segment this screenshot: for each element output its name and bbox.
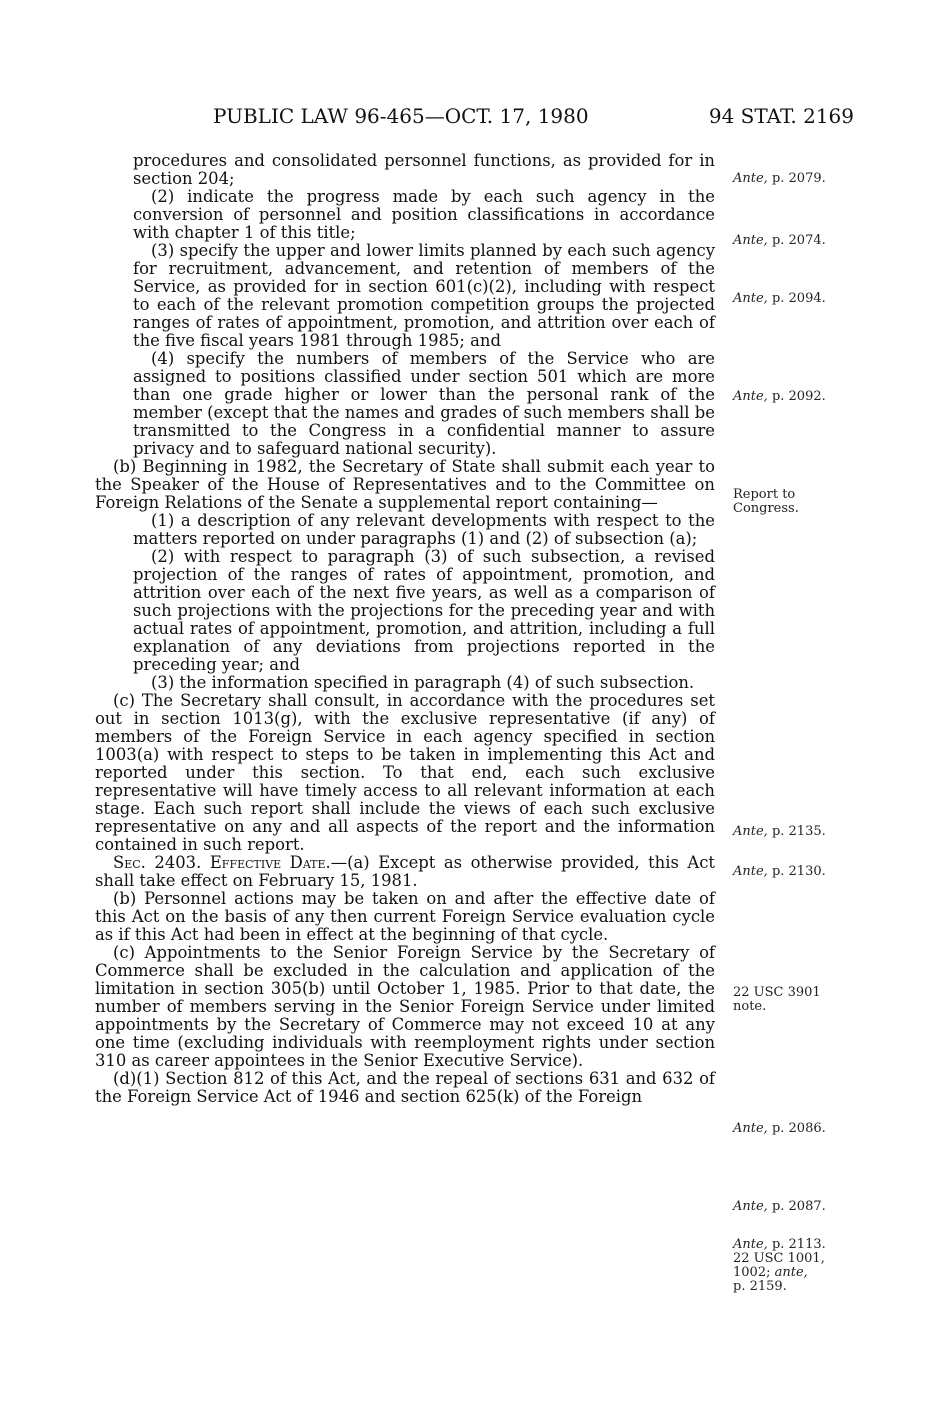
section-text: —(a) Except as otherwise provided, this Act shall take effect on February 15, 1981. [95,853,716,890]
section-heading-paragraph [95,854,715,890]
paragraph: (2) indicate the progress made by each such agency in the conversion of personnel and position classifications in accordance with chapter 1 of this title; [133,187,715,242]
paragraph: (1) a description of any relevant developments with respect to the matters reported on under paragraphs (1) and (2) of subsection (a); [133,511,715,548]
paragraph: (3) specify the upper and lower limits planned by each such agency for recruitment, advancement, and retention of members of the Service, as provided for in section 601(c)(2), including with respect to each of the relevant promotion competition groups the projected ranges of rates of appointment, promotion, and attrition over each of the five fiscal years 1981 through 1985; and [133,241,715,350]
section-number: Sec. 2403. [113,853,202,872]
paragraph: (2) with respect to paragraph (3) of such subsection, a revised projection of the ranges of rates of appointment, promotion, and attrition over each of the next five years, as well as a comparison of such projections with the projections for the preceding year and with actual rates of appointment, promotion, and attrition, including a full explanation of any deviations from projections reported in the preceding year; and [133,547,715,674]
margin-note: Ante, p. 2092. [733,389,826,404]
statute-page-number: 94 STAT. 2169 [708,104,854,128]
running-head-title: PUBLIC LAW 96-465—OCT. 17, 1980 [213,104,589,128]
margin-note: Ante, p. 2079. [733,171,826,186]
page-header [0,104,944,134]
paragraph: (4) specify the numbers of members of the Service who are assigned to positions classified under section 501 which are more than one grade higher or lower than the personal rank of the member (except that the names and grades of such members shall be transmitted to the Congress in a confidential manner to assure privacy and to safeguard national security). [133,349,715,458]
paragraph: (c) Appointments to the Senior Foreign Service by the Secretary of Commerce shall be excluded in the calculation and application of the limitation in section 305(b) until October 1, 1985. Prior to that date, the number of members serving in the Senior Foreign Service under limited appointments by the Secretary of Commerce may not exceed 10 at any one time (excluding individuals with reemployment rights under section 310 as career appointees in the Senior Executive Service). [95,943,715,1070]
paragraph: (3) the information specified in paragraph (4) of such subsection. [151,673,695,692]
margin-note: Ante, p. 2113. 22 USC 1001, 1002; ante, p. 2159. [733,1237,826,1294]
section-title: Effective Date. [209,853,331,872]
paragraph: (b) Personnel actions may be taken on and after the effective date of this Act on the basis of any then current Foreign Service evaluation cycle as if this Act had been in effect at the beginning of that cycle. [95,889,715,944]
margin-note: Report to Congress. [733,487,799,516]
margin-note: Ante, p. 2086. [733,1121,826,1136]
paragraph: (d)(1) Section 812 of this Act, and the repeal of sections 631 and 632 of the Foreign Service Act of 1946 and section 625(k) of the Foreign [95,1069,715,1106]
margin-note: Ante, p. 2074. [733,233,826,248]
body-text [95,152,715,1106]
paragraph: (c) The Secretary shall consult, in accordance with the procedures set out in section 1013(g), with the exclusive representative (if any) of members of the Foreign Service in each agency specified in section 1003(a) with respect to steps to be taken in implementing this Act and reported under this section. To that end, each such exclusive representative will have timely access to all relevant information at each stage. Each such report shall include the views of each such exclusive representative on any and all aspects of the report and the information contained in such report. [95,691,715,854]
margin-note: Ante, p. 2135. [733,824,826,839]
paragraph: procedures and consolidated personnel functions, as provided for in section 204; [133,151,715,188]
margin-note: Ante, p. 2094. [733,291,826,306]
margin-note: Ante, p. 2087. [733,1199,826,1214]
margin-note: Ante, p. 2130. [733,864,826,879]
paragraph: (b) Beginning in 1982, the Secretary of State shall submit each year to the Speaker of the House of Representatives and to the Committee on Foreign Relations of the Senate a supplemental report containing— [95,457,715,512]
margin-note: 22 USC 3901 note. [733,985,821,1014]
